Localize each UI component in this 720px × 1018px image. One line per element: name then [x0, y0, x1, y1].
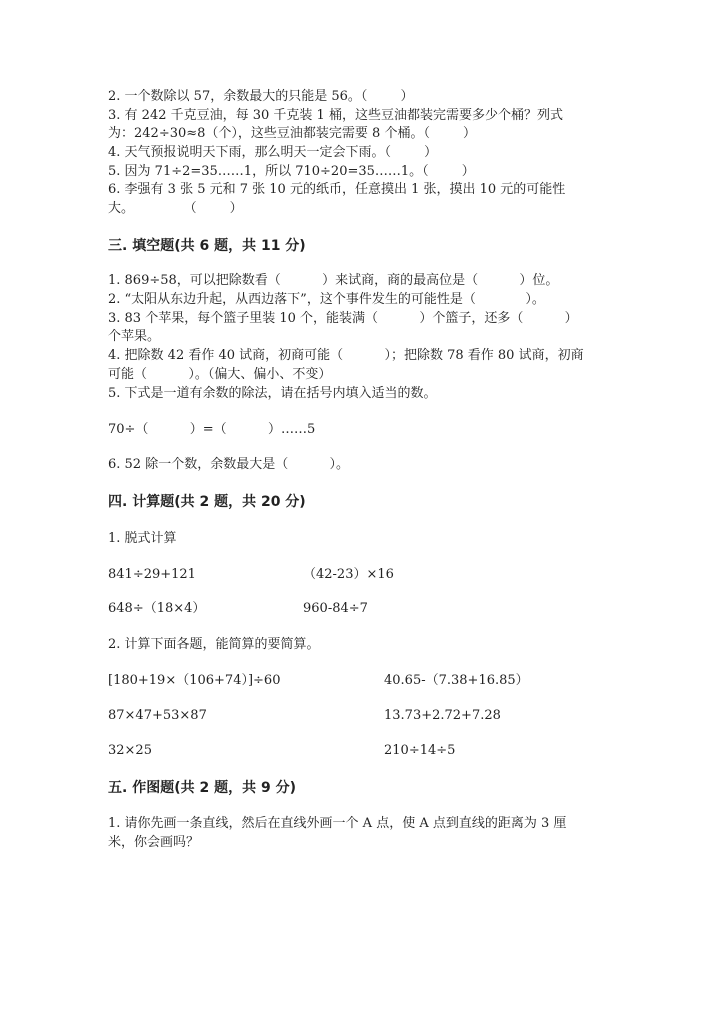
judge-item-2: 2. 一个数除以 57，余数最大的只能是 56。（ ）: [108, 89, 414, 104]
fill-item-5: 5. 下式是一道有余数的除法，请在括号内填入适当的数。: [108, 386, 437, 401]
section-heading-fill: 三. 填空题(共 6 题，共 11 分): [108, 238, 306, 254]
judge-item-5: 5. 因为 71÷2=35……1，所以 710÷20=35……1。（ ）: [108, 164, 475, 179]
calc-q2-title: 2. 计算下面各题，能简算的要简算。: [108, 637, 320, 652]
calc-q2-expr: 210÷14÷5: [384, 743, 456, 758]
fill-item-3-cont: 个苹果。: [108, 329, 161, 344]
judge-item-6: 6. 李强有 3 张 5 元和 7 张 10 元的纸币，任意摸出 1 张，摸出 10 元的可能性: [108, 182, 566, 197]
fill-item-4: 4. 把除数 42 看作 40 试商，初商可能（ ）；把除数 78 看作 80 试商，初商: [108, 348, 584, 363]
fill-item-5-equation: 70÷（ ）=（ ）……5: [108, 422, 316, 437]
draw-item-1-cont: 米，你会画吗？: [108, 835, 200, 850]
calc-q2-expr: 40.65-（7.38+16.85）: [384, 673, 529, 688]
calc-q2-expr: 87×47+53×87: [108, 708, 207, 723]
fill-item-1: 1. 869÷58，可以把除数看（ ）来试商，商的最高位是（ ）位。: [108, 273, 559, 288]
calc-q1-expr: 841÷29+121: [108, 567, 196, 582]
fill-item-3: 3. 83 个苹果，每个篮子里装 10 个，能装满（ ）个篮子，还多（ ）: [108, 311, 578, 326]
calc-q2-expr: 32×25: [108, 743, 152, 758]
fill-item-2: 2. “太阳从东边升起，从西边落下”，这个事件发生的可能性是（ ）。: [108, 292, 545, 307]
judge-item-3: 3. 有 242 千克豆油，每 30 千克装 1 桶，这些豆油都装完需要多少个桶？列式: [108, 108, 563, 123]
fill-item-6: 6. 52 除一个数，余数最大是（ ）。: [108, 457, 350, 472]
draw-item-1: 1. 请你先画一条直线，然后在直线外画一个 A 点，使 A 点到直线的距离为 3 厘: [108, 816, 567, 831]
calc-q1-expr: 648÷（18×4）: [108, 601, 206, 616]
judge-item-3-cont: 为：242÷30≈8（个），这些豆油都装完需要 8 个桶。（ ）: [108, 126, 477, 141]
calc-q2-expr: [180+19×（106+74）]÷60: [108, 673, 281, 688]
judge-item-4: 4. 天气预报说明天下雨，那么明天一定会下雨。（ ）: [108, 145, 438, 160]
calc-q1-title: 1. 脱式计算: [108, 531, 177, 546]
calc-q1-expr: 960-84÷7: [303, 601, 368, 616]
fill-item-4-cont: 可能（ ）。（偏大、偏小、不变）: [108, 367, 332, 382]
judge-item-6-cont: 大。 （ ）: [108, 201, 243, 216]
section-heading-calc: 四. 计算题(共 2 题，共 20 分): [108, 494, 306, 510]
calc-q2-expr: 13.73+2.72+7.28: [384, 708, 501, 723]
calc-q1-expr: （42-23）×16: [303, 567, 394, 582]
section-heading-draw: 五. 作图题(共 2 题，共 9 分): [108, 780, 296, 796]
